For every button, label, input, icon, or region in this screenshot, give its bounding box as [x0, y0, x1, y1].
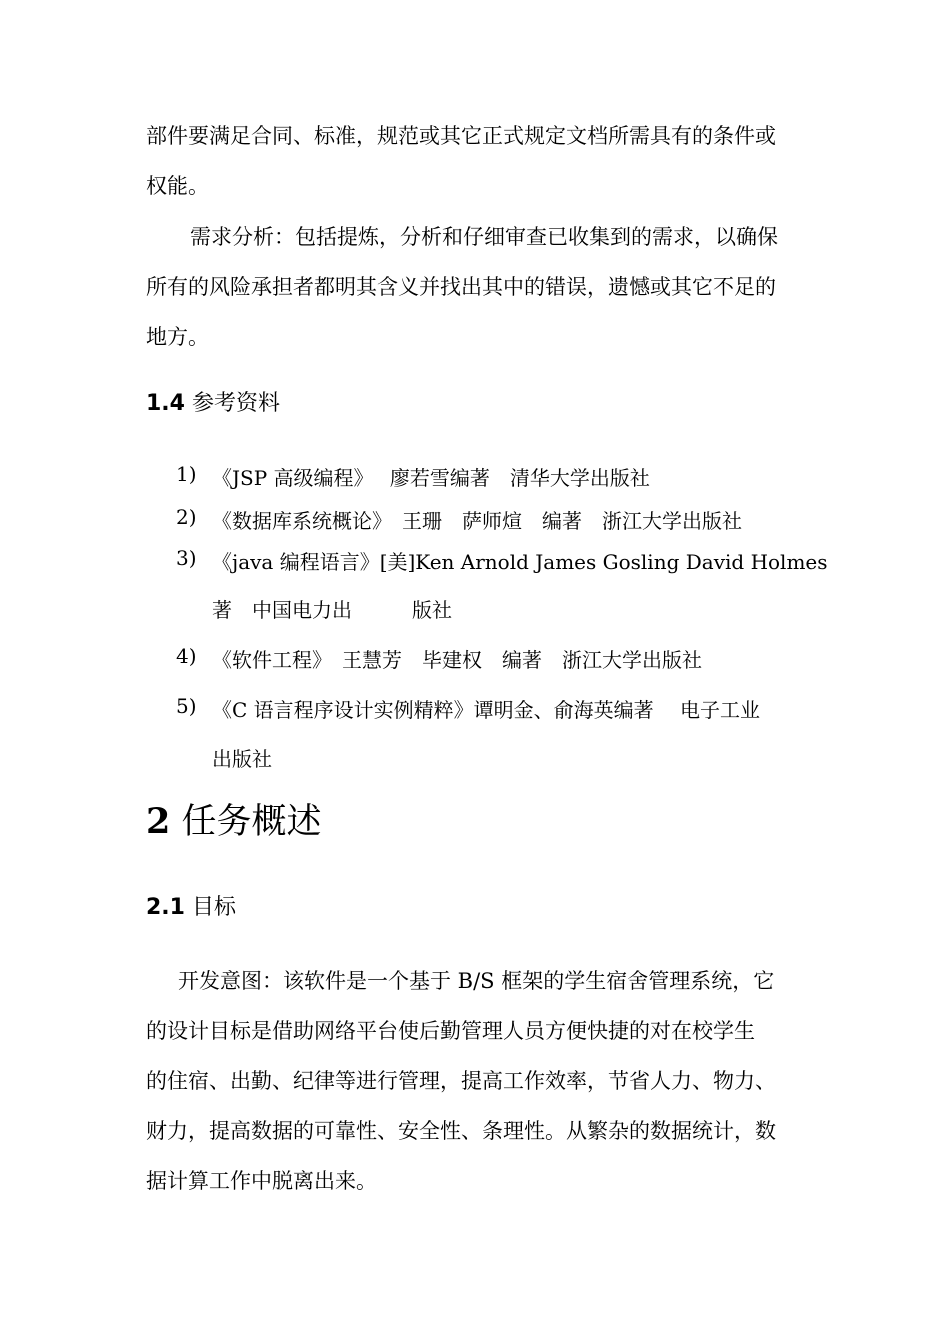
paragraph-line: 权能。: [146, 174, 209, 198]
chapter-number: 2: [146, 801, 171, 842]
section-heading-1-4: [146, 389, 280, 419]
objective-paragraph: [146, 956, 808, 1206]
paragraph-line: 据计算工作中脱离出来。: [146, 1169, 377, 1193]
section-heading-2-1: [146, 893, 236, 923]
reference-text: 《JSP 高级编程》 廖若雪编著 清华大学出版社: [212, 466, 650, 490]
reference-index: 4): [176, 644, 197, 668]
paragraph-line: 的住宿、出勤、纪律等进行管理，提高工作效率，节省人力、物力、: [146, 1069, 776, 1093]
paragraph-line: 部件要满足合同、标准，规范或其它正式规定文档所需具有的条件或: [146, 124, 776, 148]
reference-text: 《C 语言程序设计实例精粹》谭明金、俞海英编著 电子工业: [212, 698, 761, 722]
reference-text: 《数据库系统概论》 王珊 萨师煊 编著 浙江大学出版社: [212, 509, 742, 533]
section-title: 参考资料: [191, 391, 280, 416]
paragraph-line: 需求分析：包括提炼，分析和仔细审查已收集到的需求，以确保: [190, 225, 778, 249]
paragraph-line: 所有的风险承担者都明其含义并找出其中的错误，遗憾或其它不足的: [146, 275, 776, 299]
reference-index: 3): [176, 546, 197, 570]
reference-text: 《java 编程语言》[美]Ken Arnold James Gosling David Holmes: [212, 550, 828, 574]
paragraph-line: 地方。: [146, 325, 209, 349]
section-title: 目标: [191, 895, 236, 920]
chapter-title: 任务概述: [181, 802, 322, 842]
paragraph-line: 财力，提高数据的可靠性、安全性、条理性。从繁杂的数据统计，数: [146, 1119, 776, 1143]
reference-continuation: 著 中国电力出 版社: [212, 598, 452, 622]
reference-index: 5): [176, 694, 197, 718]
section-number: 1.4: [146, 391, 185, 416]
reference-text: 《软件工程》 王慧芳 毕建权 编著 浙江大学出版社: [212, 648, 702, 672]
section-number: 2.1: [146, 895, 185, 920]
definition-paragraph: [146, 111, 808, 211]
paragraph-line: 的设计目标是借助网络平台使后勤管理人员方便快捷的对在校学生: [146, 1019, 755, 1043]
requirements-analysis-paragraph: [146, 212, 808, 362]
chapter-heading-2: [146, 800, 322, 844]
reference-continuation: 出版社: [212, 747, 272, 771]
reference-index: 2): [176, 505, 197, 529]
reference-index: 1): [176, 462, 197, 486]
paragraph-line: 开发意图：该软件是一个基于 B/S 框架的学生宿舍管理系统，它: [178, 969, 775, 993]
